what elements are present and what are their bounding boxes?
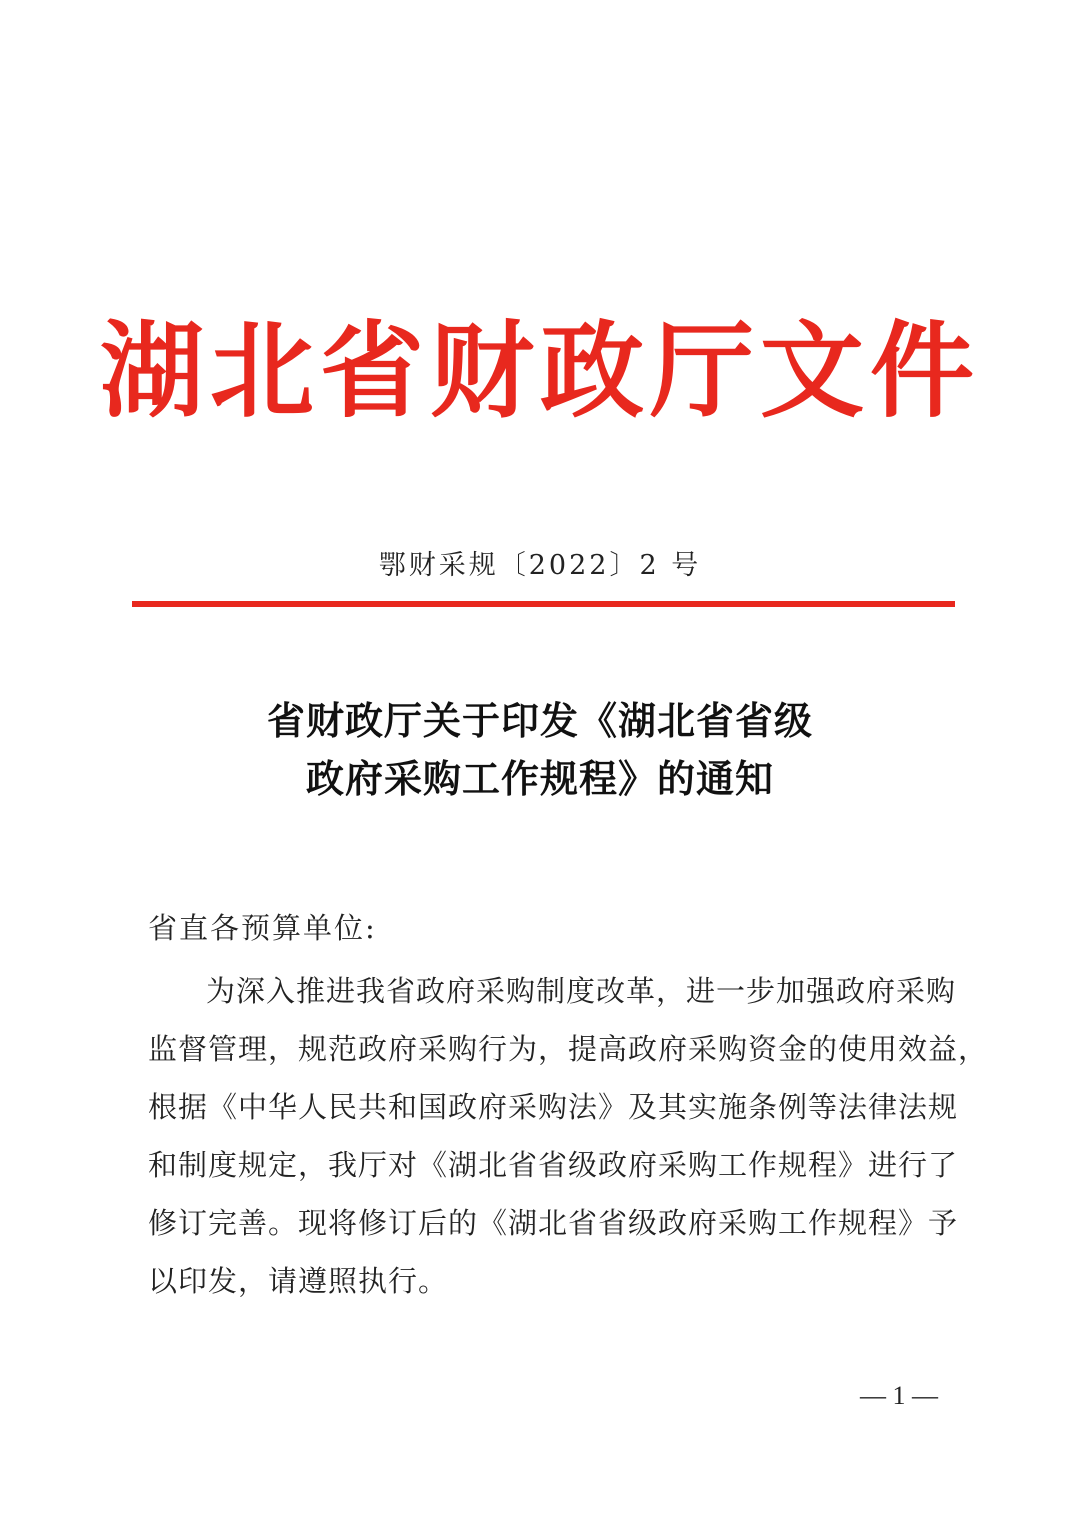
document-number: 鄂财采规〔2022〕2 号 [378,550,702,581]
body-line: 为深入推进我省政府采购制度改革，进一步加强政府采购 [206,974,957,1008]
body-line: 以印发，请遵照执行。 [148,1264,449,1298]
body-line: 修订完善。现将修订后的《湖北省省级政府采购工作规程》予 [148,1206,959,1240]
body-line: 监督管理，规范政府采购行为，提高政府采购资金的使用效益， [148,1032,989,1066]
notice-title [0,692,1080,808]
masthead-title: 湖北省财政厅文件 [99,309,980,432]
salutation: 省直各预算单位: [148,911,377,945]
red-divider-line [132,601,955,607]
body-line: 根据《中华人民共和国政府采购法》及其实施条例等法律法规 [148,1090,959,1124]
page-number: — 1 — [860,1381,938,1410]
notice-title-line-2: 政府采购工作规程》的通知 [305,756,774,801]
body-paragraph [148,962,989,1310]
notice-title-line-1: 省财政厅关于印发《湖北省省级 [266,698,813,743]
body-line: 和制度规定，我厅对《湖北省省级政府采购工作规程》进行了 [148,1148,959,1182]
